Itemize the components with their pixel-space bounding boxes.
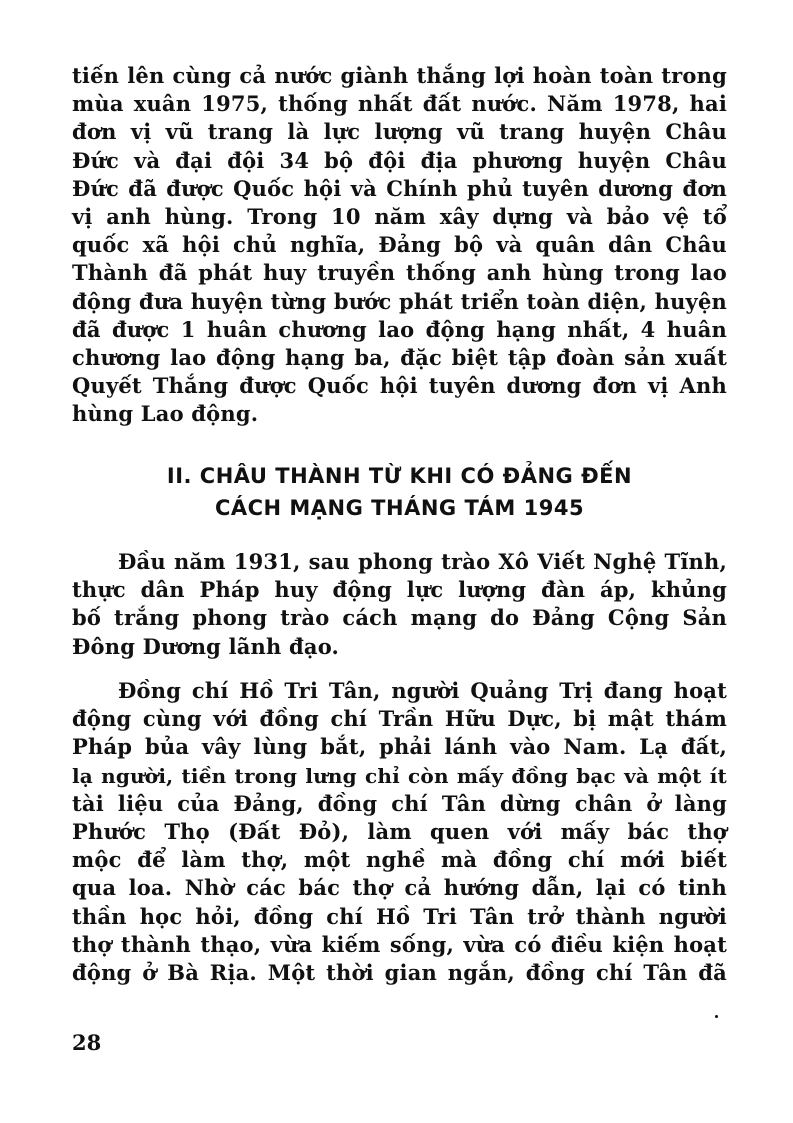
- page-number: 28: [72, 1030, 102, 1055]
- text-line: vị anh hùng. Trong 10 năm xây dựng và bảo vệ tổ: [72, 203, 727, 229]
- text-line: Thành đã phát huy truyền thống anh hùng trong lao: [72, 260, 727, 286]
- text-line: quốc xã hội chủ nghĩa, Đảng bộ và quân dân Châu: [72, 232, 727, 258]
- text-line: mùa xuân 1975, thống nhất đất nước. Năm 1978, hai: [72, 91, 727, 117]
- section-heading: [72, 460, 727, 524]
- text-line: Pháp bủa vây lùng bắt, phải lánh vào Nam. Lạ đất,: [72, 734, 727, 760]
- text-line: lạ người, tiền trong lưng chỉ còn mấy đồng bạc và một ít: [72, 763, 727, 788]
- text-line: bố trắng phong trào cách mạng do Đảng Cộng Sản: [72, 605, 727, 631]
- text-line: tiến lên cùng cả nước giành thắng lợi hoàn toàn trong: [72, 63, 727, 88]
- text-line: tài liệu của Đảng, đồng chí Tân dừng chân ở làng: [72, 790, 727, 816]
- text-line: động ở Bà Rịa. Một thời gian ngắn, đồng chí Tân đã: [72, 959, 727, 985]
- text-line: chương lao động hạng ba, đặc biệt tập đoàn sản xuất: [72, 344, 727, 370]
- paragraph-2: [72, 677, 727, 987]
- text-line: Quyết Thắng được Quốc hội tuyên dương đơn vị Anh: [72, 373, 727, 399]
- text-line: thực dân Pháp huy động lực lượng đàn áp, khủng: [72, 577, 727, 603]
- section-heading-line-1: II. CHÂU THÀNH TỪ KHI CÓ ĐẢNG ĐẾN: [166, 464, 633, 488]
- text-line: đã được 1 huân chương lao động hạng nhất, 4 huân: [72, 316, 727, 342]
- text-line: Đức đã được Quốc hội và Chính phủ tuyên dương đơn: [72, 175, 727, 201]
- text-line: động cùng với đồng chí Trần Hữu Dực, bị mật thám: [72, 706, 727, 732]
- text-line: đơn vị vũ trang là lực lượng vũ trang huyện Châu: [72, 119, 727, 145]
- text-line: Đầu năm 1931, sau phong trào Xô Viết Nghệ Tĩnh,: [118, 549, 727, 574]
- text-line: Phước Thọ (Đất Đỏ), làm quen với mấy bác thợ: [72, 818, 727, 844]
- text-line: Đông Dương lãnh đạo.: [72, 633, 340, 659]
- text-line: qua loa. Nhờ các bác thợ cả hướng dẫn, lại có tinh: [72, 875, 727, 901]
- text-line: thợ thành thạo, vừa kiếm sống, vừa có điều kiện hoạt: [72, 931, 727, 957]
- text-line: động đưa huyện từng bước phát triển toàn diện, huyện: [72, 288, 727, 314]
- text-line: mộc để làm thợ, một nghề mà đồng chí mới biết: [72, 847, 727, 873]
- text-line: Đức và đại đội 34 bộ đội địa phương huyện Châu: [72, 147, 727, 173]
- text-line: hùng Lao động.: [72, 401, 259, 427]
- text-line: thần học hỏi, đồng chí Hồ Tri Tân trở thành người: [72, 903, 727, 929]
- print-speck: [715, 1015, 718, 1018]
- text-line: Đồng chí Hồ Tri Tân, người Quảng Trị đang hoạt: [118, 678, 727, 703]
- intro-paragraph: [72, 62, 727, 428]
- paragraph-1: [72, 548, 727, 661]
- section-heading-line-2: CÁCH MẠNG THÁNG TÁM 1945: [214, 496, 585, 520]
